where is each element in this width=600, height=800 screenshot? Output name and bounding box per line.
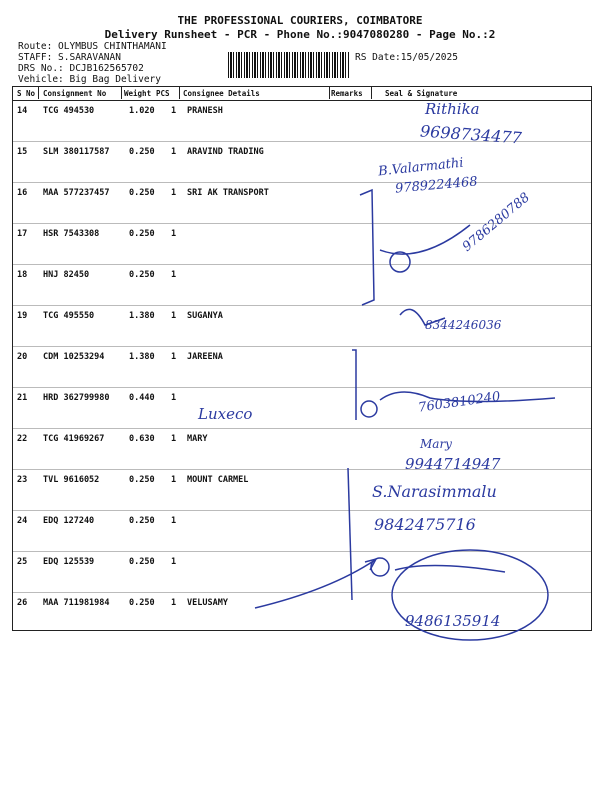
cell-consignment: HNJ 82450 (43, 270, 90, 280)
cell-pcs: 1 (171, 229, 177, 239)
cell-pcs: 1 (171, 475, 177, 485)
cell-consignment: MAA 577237457 (43, 188, 110, 198)
handwritten-phone: 9842475716 (374, 515, 476, 534)
cell-weight: 0.250 (129, 516, 155, 526)
cell-pcs: 1 (171, 311, 177, 321)
cell-consignee: MOUNT CARMEL (187, 475, 249, 485)
strike-mark (380, 225, 470, 254)
cell-weight: 0.630 (129, 434, 155, 444)
cell-consignment: HSR 7543308 (43, 229, 100, 239)
cell-sno: 17 (17, 229, 28, 239)
cell-pcs: 1 (171, 188, 177, 198)
cell-weight: 0.250 (129, 475, 155, 485)
handwritten-phone: 8344246036 (425, 318, 502, 332)
cell-pcs: 1 (171, 557, 177, 567)
handwritten-signature: S.Narasimmalu (372, 482, 497, 501)
cell-weight: 0.250 (129, 557, 155, 567)
cell-pcs: 1 (171, 434, 177, 444)
cell-pcs: 1 (171, 598, 177, 608)
col-remarks: Remarks (331, 89, 363, 98)
handwritten-signature: Mary (420, 437, 452, 451)
arrow-mark (255, 560, 375, 608)
route-label: Route: OLYMBUS CHINTHAMANI (18, 41, 167, 52)
cell-consignment: HRD 362799980 (43, 393, 110, 403)
cell-sno: 20 (17, 352, 28, 362)
cell-consignment: MAA 711981984 (43, 598, 110, 608)
handwritten-phone: 9486135914 (405, 612, 501, 630)
cell-consignment: TCG 495550 (43, 311, 95, 321)
cell-consignee: SUGANYA (187, 311, 223, 321)
runsheet-title: THE PROFESSIONAL COURIERS, COIMBATORE (177, 14, 423, 27)
handwritten-remark: Luxeco (198, 405, 253, 423)
handwritten-phone: 9786280788 (459, 190, 533, 255)
cell-consignee: PRANESH (187, 106, 223, 116)
cell-consignment: SLM 380117587 (43, 147, 110, 157)
col-sno: S No (17, 89, 36, 98)
cell-sno: 26 (17, 598, 28, 608)
handwritten-phone: 9944714947 (405, 455, 501, 473)
cell-consignment: EDQ 125539 (43, 557, 95, 567)
cell-sno: 15 (17, 147, 28, 157)
cell-consignment: TCG 41969267 (43, 434, 105, 444)
bracket-mark (360, 190, 374, 305)
signature-scribble (395, 565, 505, 572)
cell-weight: 0.250 (129, 598, 155, 608)
cell-sno: 22 (17, 434, 28, 444)
cell-consignee: ARAVIND TRADING (187, 147, 264, 157)
cell-weight: 0.250 (129, 270, 155, 280)
cell-sno: 24 (17, 516, 28, 526)
cell-sno: 23 (17, 475, 28, 485)
handwritten-phone: 9698734477 (419, 121, 523, 148)
cell-pcs: 1 (171, 393, 177, 403)
handwritten-phone: 7603810240 (417, 389, 502, 416)
cell-weight: 0.250 (129, 147, 155, 157)
staff-label: STAFF: S.SARAVANAN (18, 52, 121, 63)
cell-weight: 1.020 (129, 106, 155, 116)
cell-weight: 0.250 (129, 229, 155, 239)
cell-weight: 1.380 (129, 311, 155, 321)
cell-sno: 16 (17, 188, 28, 198)
cell-sno: 14 (17, 106, 28, 116)
drs-number: DRS No.: DCJB162565702 (18, 63, 144, 74)
vehicle-label: Vehicle: Big Bag Delivery (18, 74, 161, 85)
handwritten-signature: Rithika (425, 100, 480, 118)
handwritten-phone: 9789224468 (394, 174, 479, 197)
cell-consignment: CDM 10253294 (43, 352, 105, 362)
col-weight: Weight (124, 89, 152, 98)
col-consignee: Consignee Details (183, 89, 260, 98)
cell-sno: 21 (17, 393, 28, 403)
cell-sno: 18 (17, 270, 28, 280)
cell-consignment: EDQ 127240 (43, 516, 95, 526)
cell-pcs: 1 (171, 106, 177, 116)
cell-pcs: 1 (171, 147, 177, 157)
cell-pcs: 1 (171, 352, 177, 362)
handwritten-signature: B.Valarmathi (377, 155, 465, 180)
cell-consignee: VELUSAMY (187, 598, 228, 608)
col-consignment: Consignment No (43, 89, 107, 98)
col-pcs: PCS (156, 89, 170, 98)
col-signature: Seal & Signature (385, 89, 458, 98)
cell-weight: 0.250 (129, 188, 155, 198)
cell-consignee: MARY (187, 434, 208, 444)
cell-sno: 25 (17, 557, 28, 567)
cell-consignee: SRI AK TRANSPORT (187, 188, 269, 198)
rs-date: RS Date:15/05/2025 (355, 52, 458, 63)
cell-consignee: JAREENA (187, 352, 223, 362)
cell-weight: 0.440 (129, 393, 155, 403)
bracket-mark (348, 468, 352, 600)
cell-pcs: 1 (171, 516, 177, 526)
cell-weight: 1.380 (129, 352, 155, 362)
cell-consignment: TCG 494530 (43, 106, 95, 116)
bracket-mark (352, 350, 356, 420)
cell-sno: 19 (17, 311, 28, 321)
circle-mark (361, 401, 377, 417)
cell-consignment: TVL 9616052 (43, 475, 100, 485)
cell-pcs: 1 (171, 270, 177, 280)
circle-mark (390, 252, 410, 272)
runsheet-subtitle: Delivery Runsheet - PCR - Phone No.:9047080280 - Page No.:2 (104, 28, 496, 41)
